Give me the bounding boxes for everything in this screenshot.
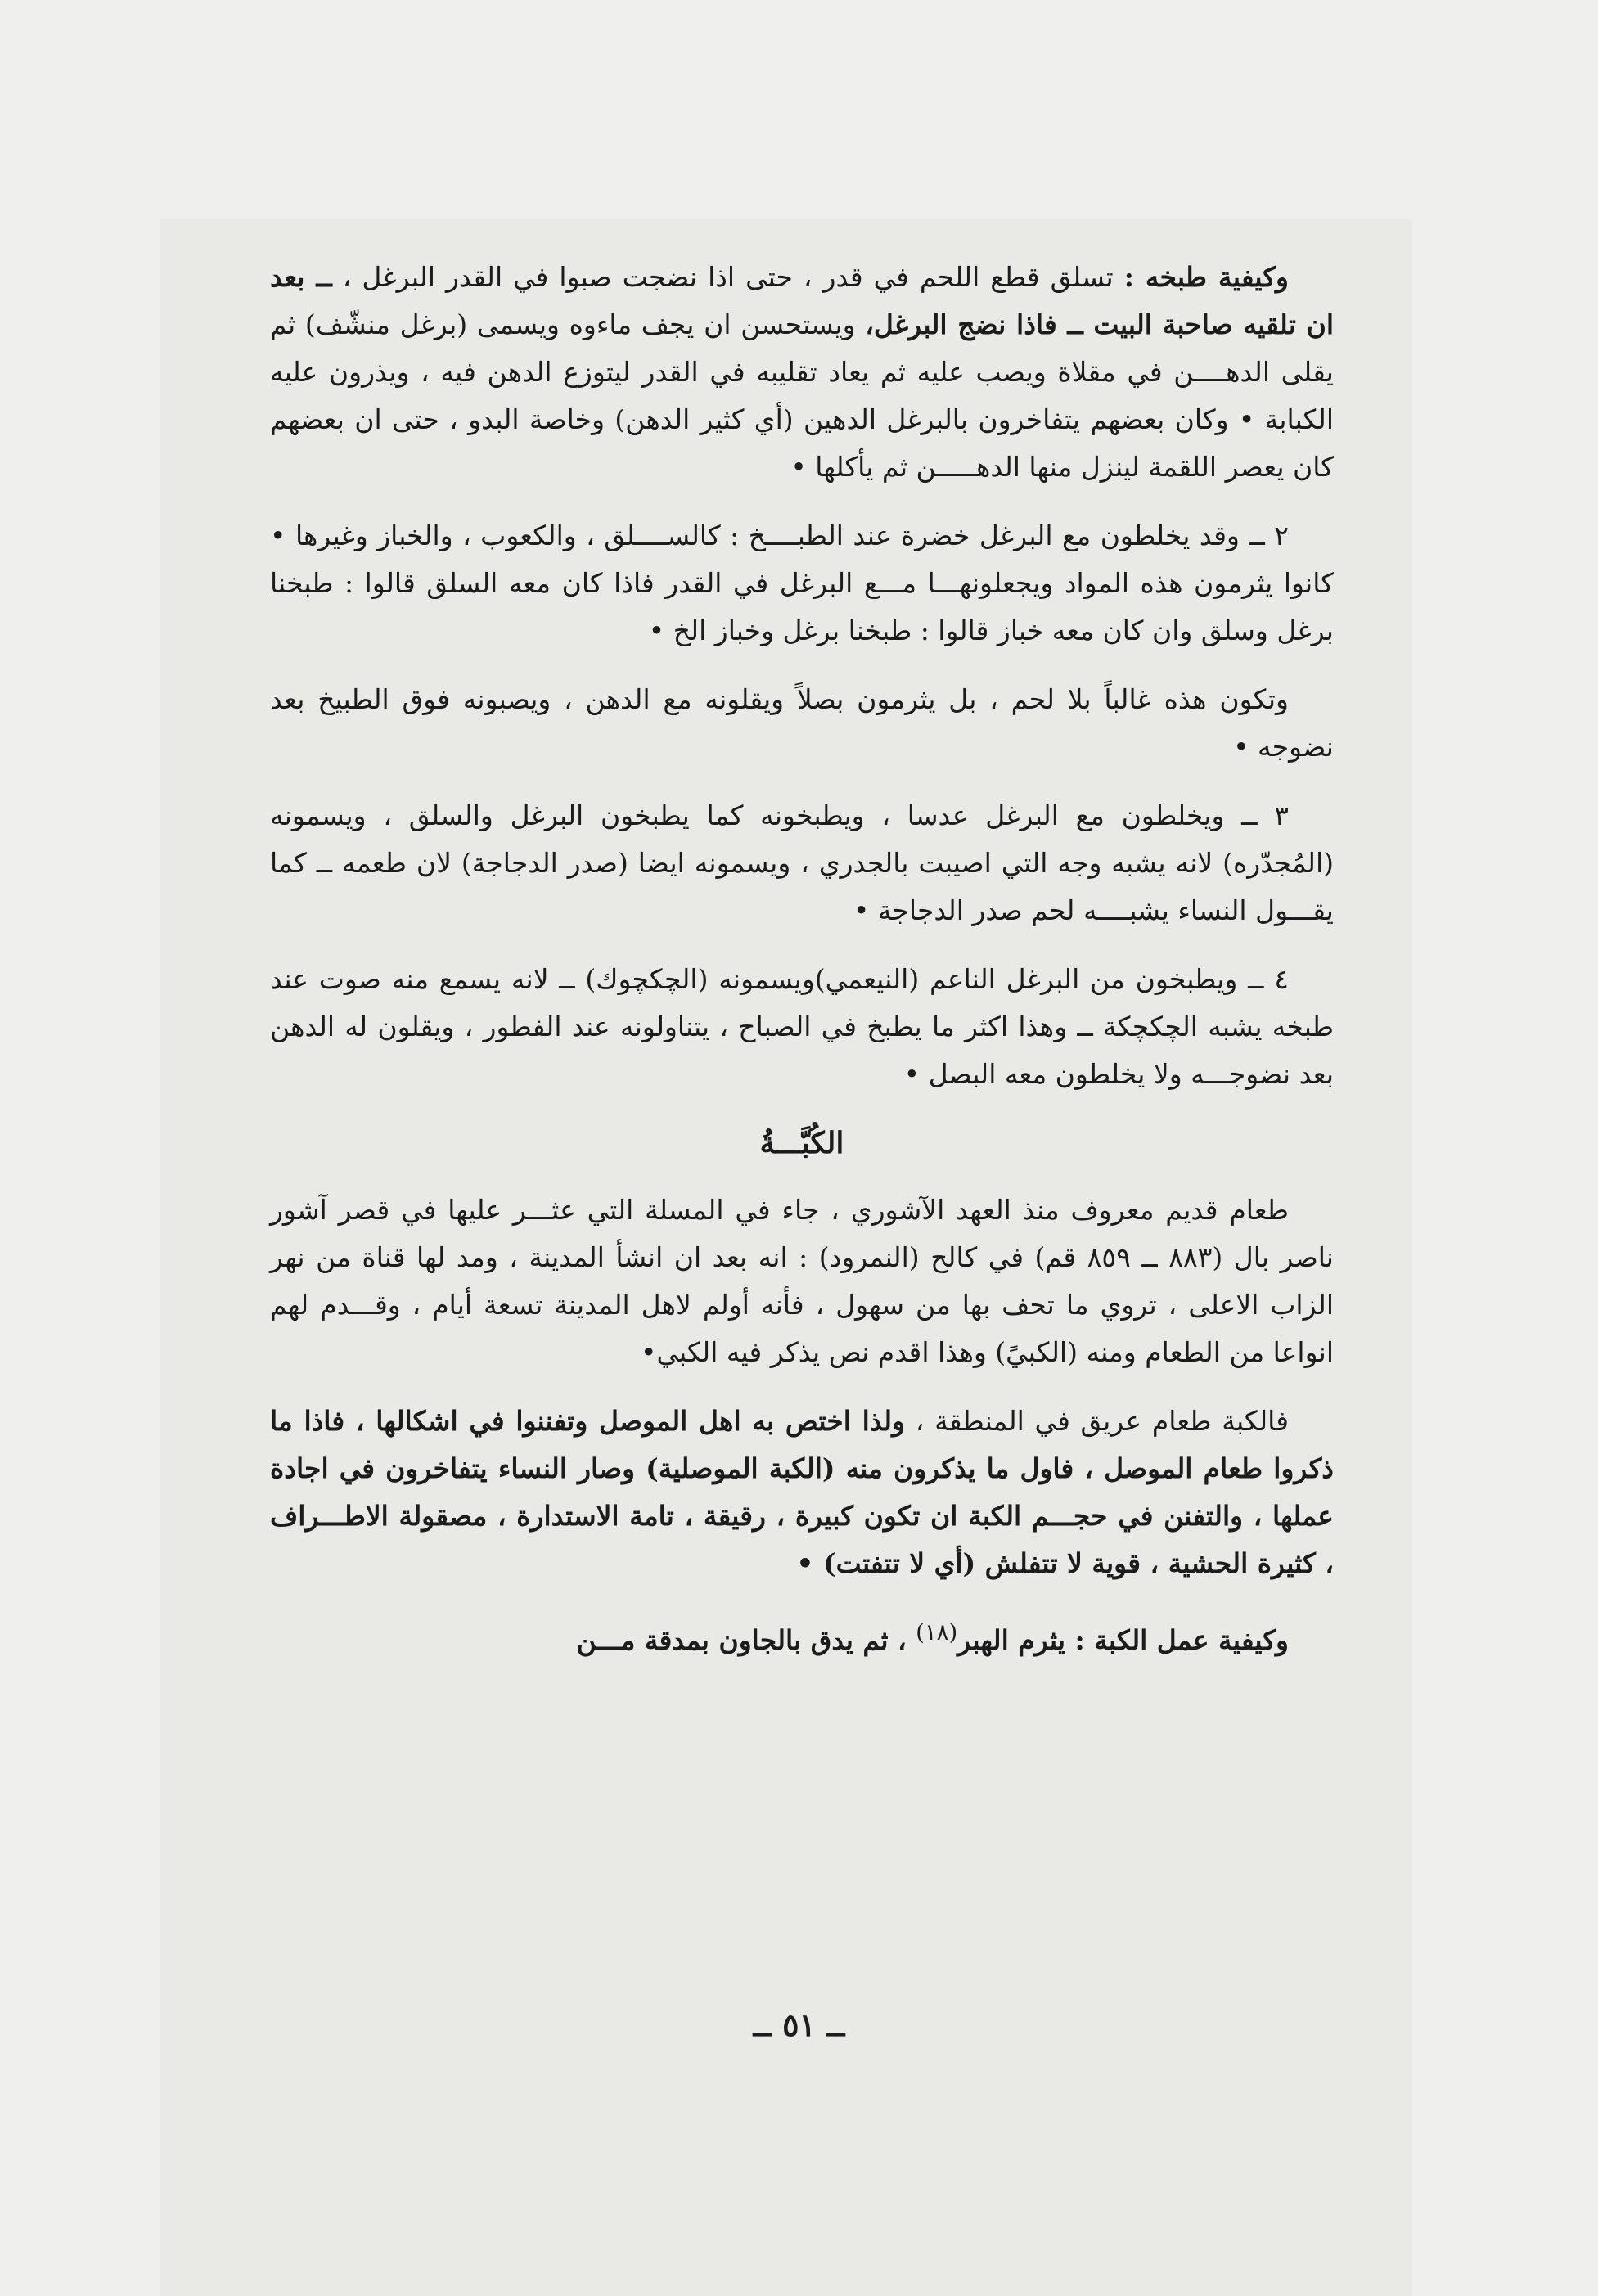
paragraph-cooking-method: [270, 254, 1334, 491]
paragraph-text: ويستحسن ان يجف ماءوه ويسمى (برغل منشّف) ثم يقلى الدهــــن في مقلاة ويصب عليه ثم يعاد تقليبه في القدر ليتوزع الدهن فيه ، ويذرون عليه الكبابة • وكان بعضهم يتفاخرون بالبرغل الدهين (أي كثير الدهن) وخاصة البدو ، حتى ان بعضهم كان يعصر اللقمة لينزل منها الدهـــــن ثم يأكلها •: [270, 308, 1334, 483]
paragraph-lead-kubba-method: وكيفية عمل الكبة :: [1065, 1624, 1289, 1656]
paragraph-lead-cooking-method: وكيفية طبخه :: [1123, 261, 1289, 293]
footnote-marker: (١٨): [916, 1619, 958, 1645]
paragraph-mosul-kubba: [270, 1398, 1334, 1587]
paragraph-item-2: ٢ ــ وقد يخلطون مع البرغل خضرة عند الطبــــخ : كالســــلق ، والكعوب ، والخباز وغيرها • كانوا يثرمون هذه المواد ويجعلونهـــا مـــع البرغل في القدر فاذا كان معه السلق قالوا : طبخنا برغل وسلق وان كان معه خباز قالوا : طبخنا برغل وخباز الخ •: [270, 520, 1334, 646]
paragraph-item-3: ٣ ــ ويخلطون مع البرغل عدسا ، ويطبخونه كما يطبخون البرغل والسلق ، ويسمونه (المُجدّره) لانه يشبه وجه التي اصيبت بالجدري ، ويسمونه ايضا (صدر الدجاجة) لان طعمه ــ كما يقـــول النساء يشبــــه لحم صدر الدجاجة •: [270, 799, 1334, 926]
paragraph-text-bold: يثرم الهبر: [957, 1624, 1066, 1656]
section-heading-kubba: الكُبَّـــةُ: [759, 1126, 844, 1160]
paragraph-kubba-method: [270, 1609, 1334, 1664]
paragraph-text-bold: ــ بعد ان تلقيه صاحبة البيت ــ فاذا نضج البرغل،: [270, 261, 1334, 340]
paragraph-text: تسلق قطع اللحم في قدر ، حتى اذا نضجت صبوا في القدر البرغل ،: [331, 261, 1124, 293]
paragraph-text: فالكبة طعام عريق في المنطقة ،: [905, 1405, 1290, 1437]
paragraph-text-bold: ، ثم يدق بالجاون بمدقة مـــن: [576, 1624, 916, 1656]
paragraph-kubba-history: طعام قديم معروف منذ العهد الآشوري ، جاء في المسلة التي عثـــر عليها في قصر آشور ناصر بال (٨٨٣ ــ ٨٥٩ قم) في كالح (النمرود) : انه بعد ان انشأ المدينة ، ومد لها قناة من نهر الزاب الاعلى ، تروي ما تحف بها من سهول ، فأنه أولم لاهل المدينة تسعة أيام ، وقـــدم لهم انواعا من الطعام ومنه (الكبيً) وهذا اقدم نص يذكر فيه الكبي•: [270, 1194, 1334, 1368]
paragraph-no-meat: وتكون هذه غالباً بلا لحم ، بل يثرمون بصلاً ويقلونه مع الدهن ، ويصبونه فوق الطبيخ بعد نضوجه •: [270, 683, 1334, 763]
paragraph-text-bold: ولذا اختص به اهل الموصل وتفننوا في اشكالها ، فاذا ما ذكروا طعام الموصل ، فاول ما يذكرون منه (الكبة الموصلية) وصار النساء يتفاخرون في اجادة عملها ، والتفنن في حجـــم الكبة ان تكون كبيرة ، رقيقة ، تامة الاستدارة ، مصقولة الاطـــراف ، كثيرة الحشية ، قوية لا تتفلش (أي لا تتفتت) •: [270, 1405, 1334, 1579]
body-text: [270, 254, 1334, 1686]
page-number: ــ ٥١ ــ: [753, 2006, 845, 2043]
paragraph-item-4: ٤ ــ ويطبخون من البرغل الناعم (النيعمي)ويسمونه (الچكچوك) ــ لانه يسمع منه صوت عند طبخه يشبه الچكچكة ــ وهذا اكثر ما يطبخ في الصباح ، يتناولونه عند الفطور ، ويقلون له الدهن بعد نضوجـــه ولا يخلطون معه البصل •: [270, 963, 1334, 1090]
